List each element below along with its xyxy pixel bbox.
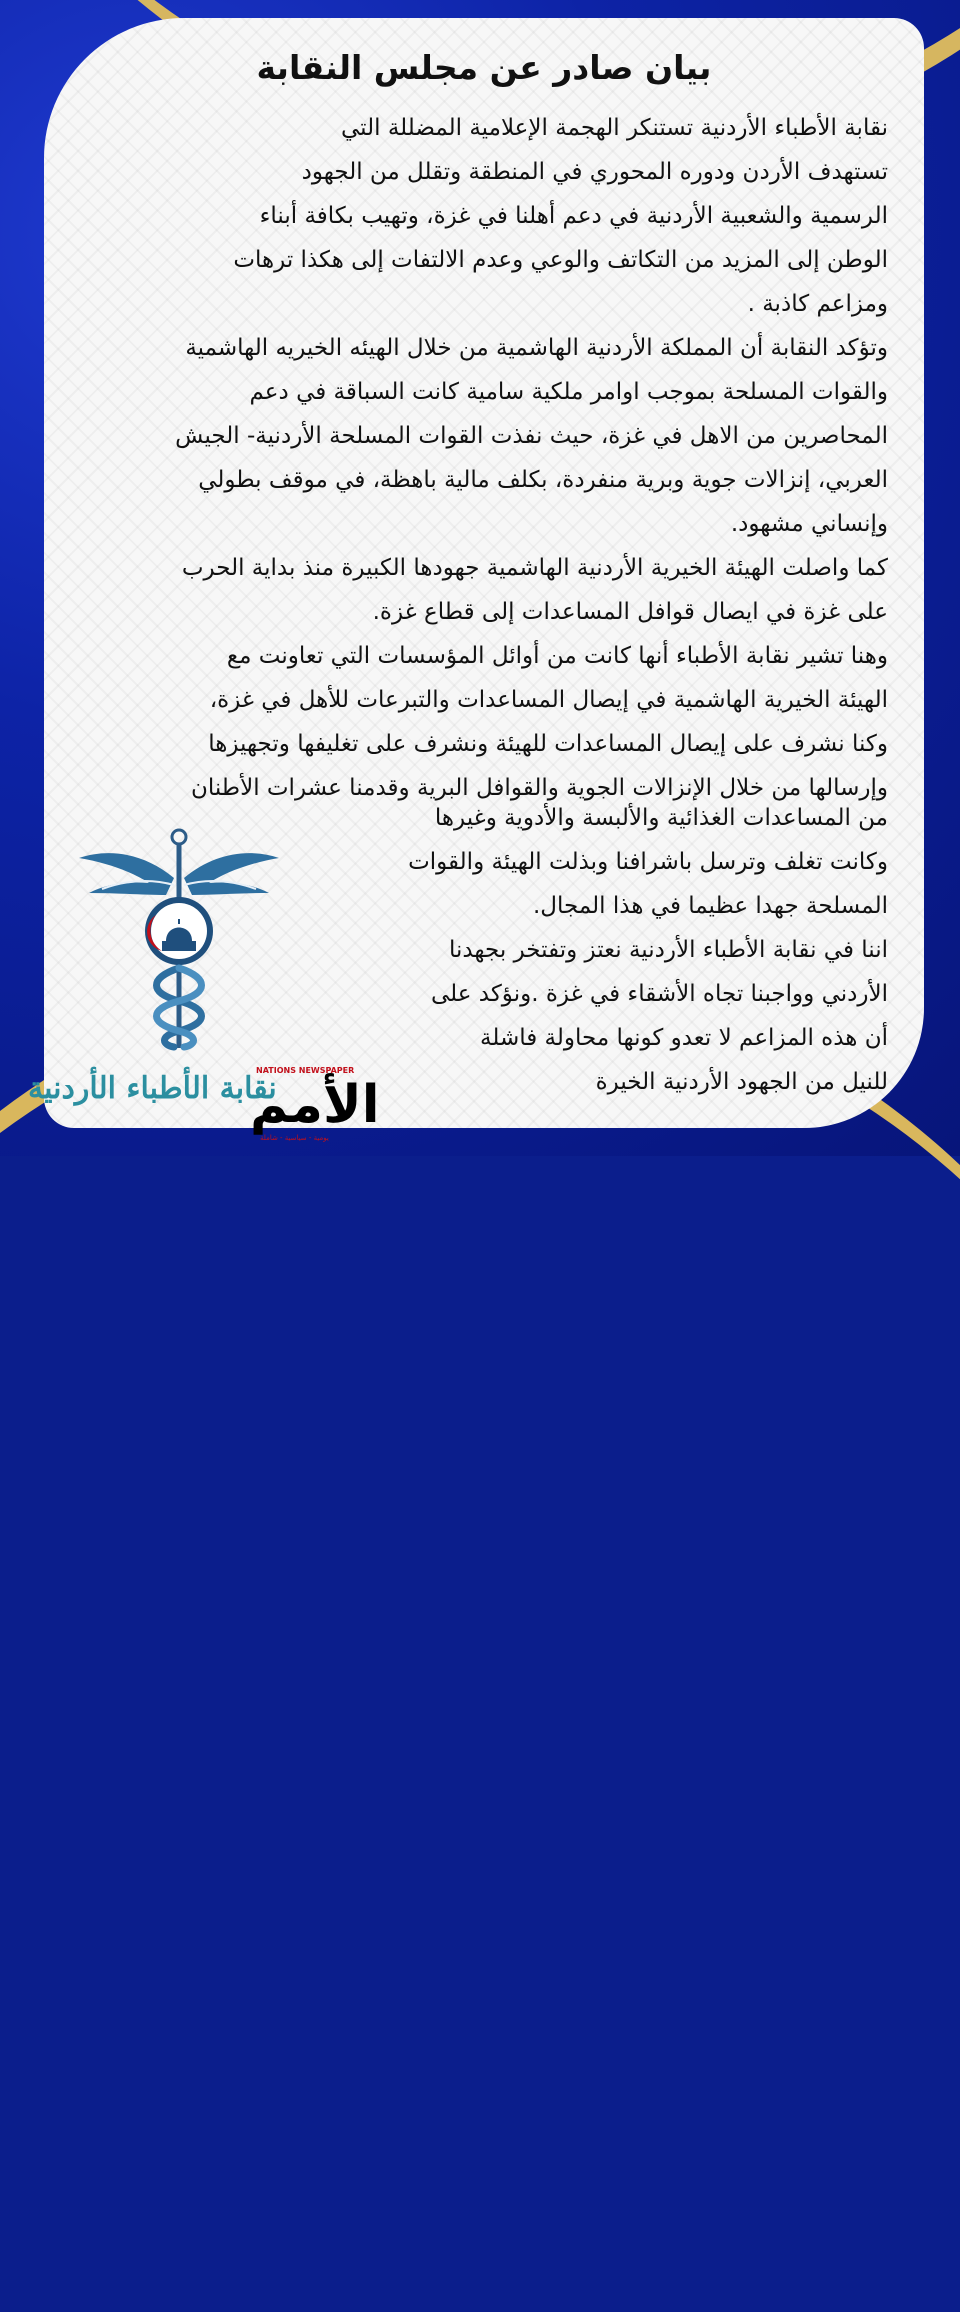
body-line: نقابة الأطباء الأردنية تستنكر الهجمة الإعلامية المضللة التي [341, 115, 888, 141]
body-line: على غزة في ايصال قوافل المساعدات إلى قطاع غزة. [372, 599, 888, 625]
newspaper-badge: NATIONS NEWSPAPER [256, 1066, 355, 1075]
body-line: وإرسالها من خلال الإنزالات الجوية والقوافل البرية وقدمنا عشرات الأطنان [190, 775, 888, 801]
side-line: أن هذه المزاعم لا تعدو كونها محاولة فاشلة [480, 1025, 888, 1051]
newspaper-subtitle: يومية - سياسية - شاملة [260, 1134, 329, 1142]
body-line: وهنا تشير نقابة الأطباء أنها كانت من أوائل المؤسسات التي تعاونت مع [226, 643, 888, 669]
body-line: وإنساني مشهود. [730, 511, 888, 537]
body-line: الرسمية والشعبية الأردنية في دعم أهلنا في غزة، وتهيب بكافة أبناء [259, 203, 888, 229]
statement-title: بيان صادر عن مجلس النقابة [256, 48, 712, 87]
body-line: ومزاعم كاذبة . [747, 291, 888, 317]
body-line: المحاصرين من الاهل في غزة، حيث نفذت القوات المسلحة الأردنية- الجيش [175, 423, 888, 449]
body-line: الوطن إلى المزيد من التكاتف والوعي وعدم الالتفات إلى هكذا ترهات [233, 247, 888, 273]
side-line: وكانت تغلف وترسل باشرافنا وبذلت الهيئة والقوات [408, 849, 888, 875]
newspaper-logo-text: الأمم [250, 1075, 380, 1135]
side-line: للنيل من الجهود الأردنية الخيرة [595, 1069, 888, 1095]
newspaper-logo [250, 1066, 380, 1142]
body-line: كما واصلت الهيئة الخيرية الأردنية الهاشمية جهودها الكبيرة منذ بداية الحرب [181, 555, 888, 581]
body-line: تستهدف الأردن ودوره المحوري في المنطقة وتقلل من الجهود [301, 159, 888, 185]
body-line: والقوات المسلحة بموجب اوامر ملكية سامية كانت السباقة في دعم [249, 379, 888, 405]
side-line: من المساعدات الغذائية والألبسة والأدوية وغيرها [434, 805, 888, 831]
body-line: العربي، إنزالات جوية وبرية منفردة، بكلف مالية باهظة، في موقف بطولي [198, 467, 888, 493]
body-line: وكنا نشرف على إيصال المساعدات للهيئة ونشرف على تغليفها وتجهيزها [208, 731, 888, 757]
side-line: الأردني وواجبنا تجاه الأشقاء في غزة .ونؤكد على [430, 981, 888, 1007]
statement-body [88, 106, 888, 810]
side-line: المسلحة جهدا عظيما في هذا المجال. [532, 893, 888, 919]
body-line: الهيئة الخيرية الهاشمية في إيصال المساعدات والتبرعات للأهل في غزة، [209, 687, 888, 713]
syndicate-logo-text: نقابة الأطباء الأردنية [28, 1071, 277, 1106]
body-line: وتؤكد النقابة أن المملكة الأردنية الهاشمية من خلال الهيئه الخيريه الهاشمية [185, 335, 888, 361]
side-line: اننا في نقابة الأطباء الأردنية نعتز وتفتخر بجهدنا [448, 937, 888, 963]
statement-card [44, 18, 924, 1128]
